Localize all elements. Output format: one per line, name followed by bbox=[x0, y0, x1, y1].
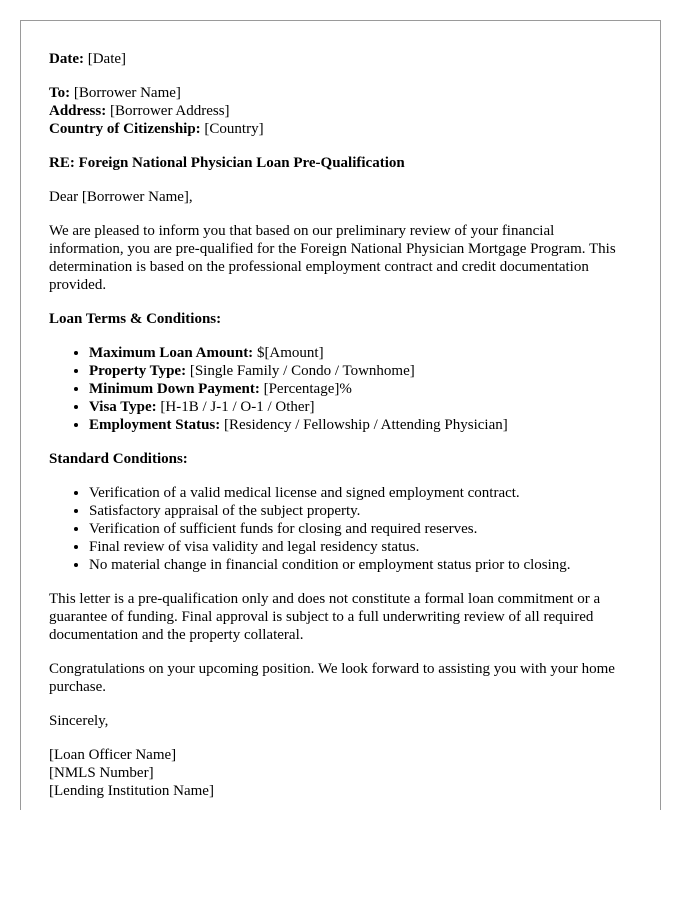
signature-institution: [Lending Institution Name] bbox=[49, 783, 214, 799]
loan-term-value: [H-1B / J-1 / O-1 / Other] bbox=[160, 399, 315, 415]
condition-item: • No material change in financial condition or employment status prior to closing. bbox=[89, 556, 632, 574]
date-line bbox=[49, 50, 632, 68]
intro-paragraph: We are pleased to inform you that based on our preliminary review of your financial information, you are pre-qualified for the Foreign National Physician Mortgage Program. This determination is based on the professional employment contract and credit documentation provided. bbox=[49, 223, 616, 293]
condition-item: • Verification of sufficient funds for closing and required reserves. bbox=[89, 520, 632, 538]
standard-conditions-list bbox=[49, 484, 632, 574]
date-label: Date: bbox=[49, 51, 84, 67]
loan-term-value: $[Amount] bbox=[256, 345, 324, 361]
recipient-country-line bbox=[49, 120, 632, 138]
recipient-address-line bbox=[49, 102, 632, 120]
recipient-block bbox=[49, 84, 632, 138]
loan-term-value: [Residency / Fellowship / Attending Physician] bbox=[224, 417, 508, 433]
signature-block bbox=[49, 746, 632, 800]
sign-off: Sincerely, bbox=[49, 713, 109, 729]
recipient-to-label: To: bbox=[49, 85, 71, 101]
loan-term-label: Visa Type: bbox=[89, 399, 157, 415]
loan-term-label: Minimum Down Payment: bbox=[89, 381, 260, 397]
loan-term-item bbox=[89, 362, 632, 380]
disclaimer-paragraph: This letter is a pre-qualification only and does not constitute a formal loan commitment or a guarantee of funding. Final approval is subject to a full underwriting review of all required documentation and the property collateral. bbox=[49, 591, 601, 643]
recipient-country-label: Country of Citizenship: bbox=[49, 121, 201, 137]
signature-nmls: [NMLS Number] bbox=[49, 765, 154, 781]
loan-term-label: Employment Status: bbox=[89, 417, 221, 433]
loan-term-value: [Single Family / Condo / Townhome] bbox=[189, 363, 415, 379]
condition-item: • Final review of visa validity and legal residency status. bbox=[89, 538, 632, 556]
date-value: [Date] bbox=[87, 51, 127, 67]
loan-terms-heading: Loan Terms & Conditions: bbox=[49, 311, 222, 327]
condition-item: • Verification of a valid medical license and signed employment contract. bbox=[89, 484, 632, 502]
letter-document bbox=[20, 20, 661, 810]
signature-officer: [Loan Officer Name] bbox=[49, 747, 177, 763]
condition-item: • Satisfactory appraisal of the subject property. bbox=[89, 502, 632, 520]
loan-term-label: Property Type: bbox=[89, 363, 187, 379]
loan-terms-list bbox=[49, 344, 632, 434]
closing-message: Congratulations on your upcoming position. We look forward to assisting you with your home purchase. bbox=[49, 661, 615, 695]
standard-conditions-heading: Standard Conditions: bbox=[49, 451, 188, 467]
loan-term-item bbox=[89, 416, 632, 434]
recipient-to-line bbox=[49, 84, 632, 102]
recipient-country-value: [Country] bbox=[204, 121, 264, 137]
recipient-address-label: Address: bbox=[49, 103, 107, 119]
recipient-to-value: [Borrower Name] bbox=[73, 85, 181, 101]
loan-term-item bbox=[89, 344, 632, 362]
subject-line: RE: Foreign National Physician Loan Pre-Qualification bbox=[49, 155, 405, 171]
loan-term-item bbox=[89, 398, 632, 416]
salutation: Dear [Borrower Name], bbox=[49, 189, 193, 205]
recipient-address-value: [Borrower Address] bbox=[109, 103, 230, 119]
loan-term-label: Maximum Loan Amount: bbox=[89, 345, 254, 361]
loan-term-item bbox=[89, 380, 632, 398]
loan-term-value: [Percentage]% bbox=[263, 381, 352, 397]
